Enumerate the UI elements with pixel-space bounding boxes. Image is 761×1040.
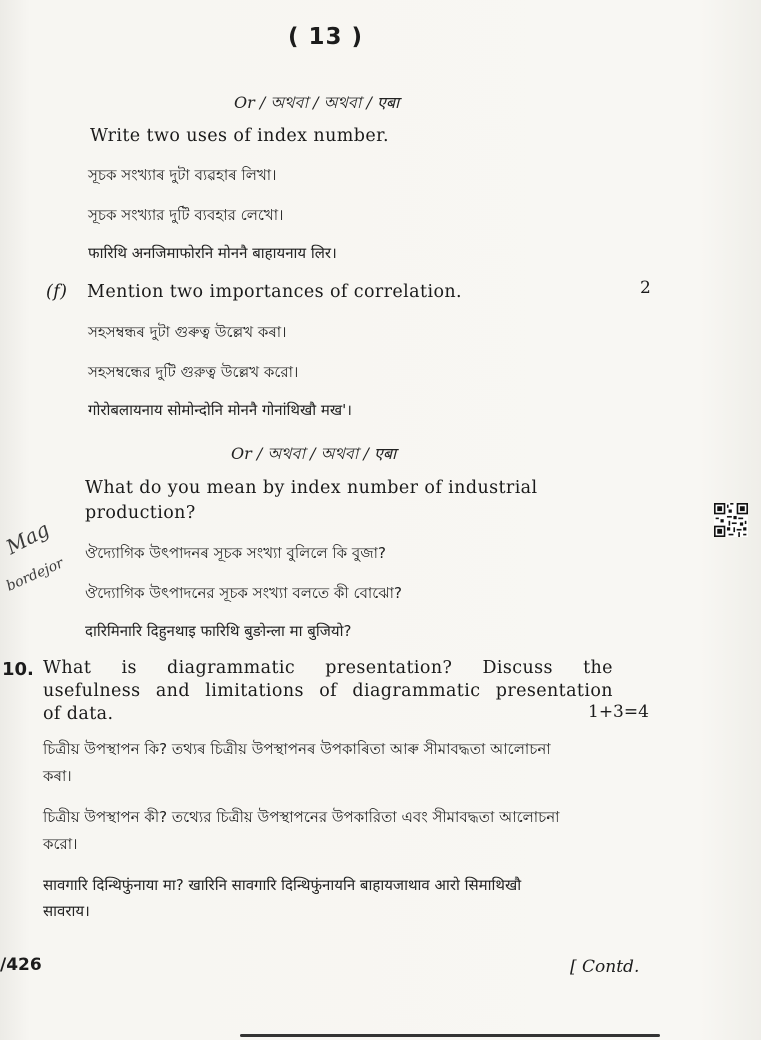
q10-marks: 1+3=4 <box>588 702 649 722</box>
q10-bengali-line2: করো। <box>43 835 78 853</box>
q10-word: presentation? <box>325 658 453 678</box>
footer-code: /426 <box>0 955 42 975</box>
q10-bengali-line1: চিত্রীয় উপস্থাপন কী? তথ্যের চিত্রীয় উপস্থাপনের উপকারিতা এবং সীমাবদ্ধতা আলোচনা <box>43 808 560 826</box>
q10-bodo-line2: सावराय। <box>43 902 90 920</box>
q10-word: limitations <box>205 681 304 701</box>
q-e-alt-english: Write two uses of index number. <box>90 126 389 146</box>
qr-code-icon <box>714 503 748 537</box>
q10-word: usefulness <box>43 681 141 701</box>
q10-word: of <box>319 681 338 701</box>
q10-word: and <box>155 681 190 701</box>
q-f-alt-english-line1: What do you mean by index number of industrial <box>85 478 538 498</box>
q10-assamese-line2: কৰা। <box>43 767 72 785</box>
q-f-alt-assamese: ঔদ্যোগিক উৎপাদনৰ সূচক সংখ্যা বুলিলে কি বুজা? <box>85 544 386 562</box>
q10-word: diagrammatic <box>352 681 481 701</box>
q-f-alt-bengali: ঔদ্যোগিক উৎপাদনের সূচক সংখ্যা বলতে কী বোঝো? <box>85 584 402 602</box>
q-f-bodo: गोरोबलायनाय सोमोन्दोनि मोननै गोनांथिखौ मख'। <box>88 401 352 419</box>
q10-bodo-line1: सावगारि दिन्थिफुंनाया मा? खारिनि सावगारि दिन्थिफुंनायनि बाहायजाथाव आरो सिमाथिखौ <box>43 876 522 894</box>
q-f-bengali: সহসম্বন্ধের দুটি গুরুত্ব উল্লেখ করো। <box>88 363 299 381</box>
or-separator-2: Or / অথবা / অথবা / एबा <box>231 444 397 463</box>
q10-word: is <box>121 658 137 678</box>
q-e-alt-bodo: फारिथि अनजिमाफोरनि मोननै बाहायनाय लिर। <box>88 244 337 262</box>
q10-word: What <box>43 658 92 678</box>
q10-word: Discuss <box>482 658 553 678</box>
handwritten-note-line1: Mag <box>2 516 54 560</box>
q10-assamese-line1: চিত্ৰীয় উপস্থাপন কি? তথ্যৰ চিত্ৰীয় উপস্থাপনৰ উপকাৰিতা আৰু সীমাবদ্ধতা আলোচনা <box>43 740 551 758</box>
q10-word: the <box>583 658 613 678</box>
q10-english-line1 <box>43 658 613 678</box>
page-edge-shadow <box>240 1034 660 1037</box>
q-f-english: Mention two importances of correlation. <box>87 282 463 302</box>
q-f-alt-bodo: दारिमिनारि दिहुनथाइ फारिथि बुङोन्ला मा बुजियो? <box>85 622 352 640</box>
q-f-marks: 2 <box>640 278 651 298</box>
or-separator-1: Or / অথবা / অথবা / एबा <box>234 93 400 112</box>
q10-english-line3: of data. <box>43 704 114 724</box>
q-f-alt-english-line2: production? <box>85 503 196 523</box>
q10-word: presentation <box>495 681 613 701</box>
q10-number: 10. <box>2 659 34 680</box>
q10-english-line2 <box>43 681 613 701</box>
q10-word: diagrammatic <box>167 658 296 678</box>
q-e-alt-assamese: সূচক সংখ্যাৰ দুটা ব্যৱহাৰ লিখা। <box>88 166 277 184</box>
q-f-label: (f) <box>46 282 68 302</box>
page-number: ( 13 ) <box>288 24 364 50</box>
footer-contd: [ Contd. <box>570 957 640 977</box>
handwritten-note-line2: bordejor <box>4 555 67 595</box>
q-f-assamese: সহসম্বন্ধৰ দুটা গুৰুত্ব উল্লেখ কৰা। <box>88 323 287 341</box>
q-e-alt-bengali: সূচক সংখ্যার দুটি ব্যবহার লেখো। <box>88 206 284 224</box>
